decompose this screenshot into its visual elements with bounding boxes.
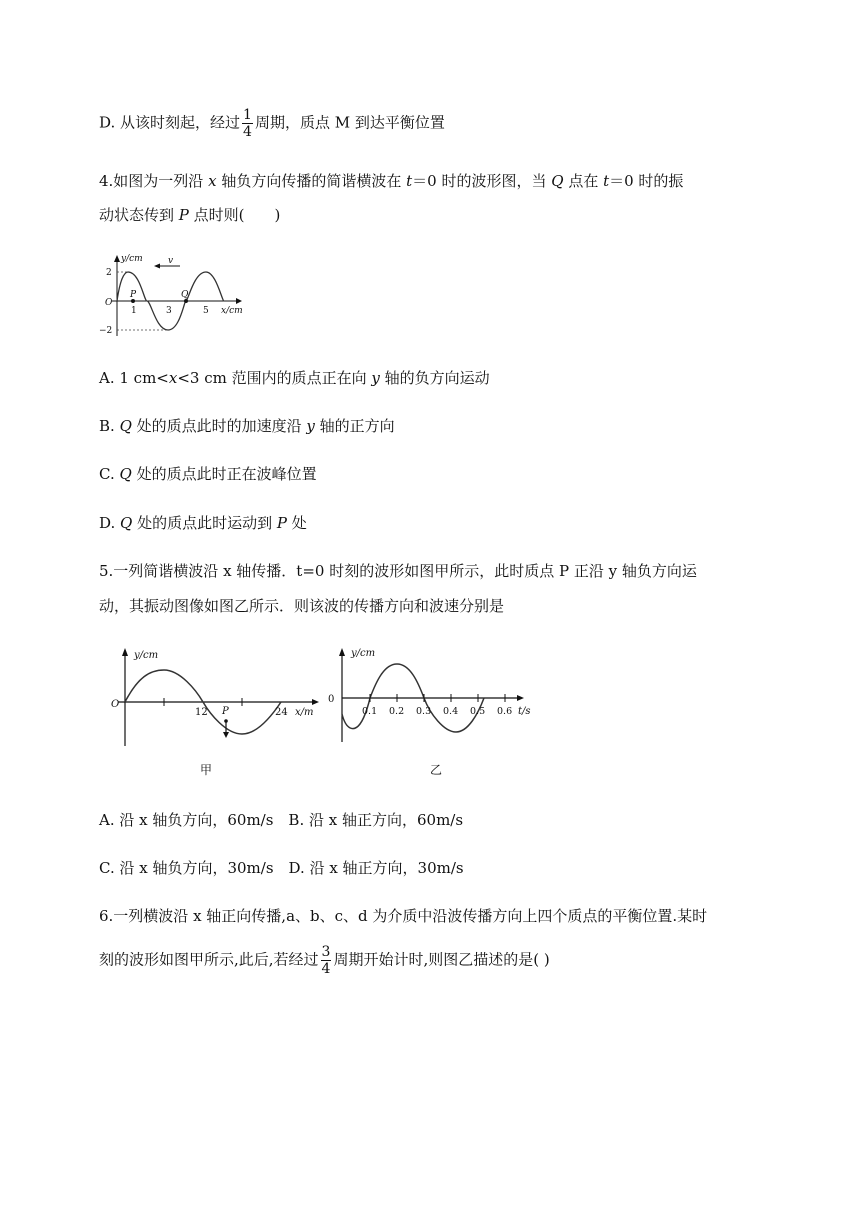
jia-xlabel: x/m (295, 707, 314, 718)
q4-origin: O (105, 298, 113, 308)
q4-ytick-2: 2 (106, 268, 112, 278)
q6-stem-line1: 6.一列横波沿 x 轴正向传播,a、b、c、d 为介质中沿波传播方向上四个质点的平衡位置.某时 (99, 907, 708, 925)
fraction-three-quarters: $\frac{3}{4}$ (321, 944, 331, 977)
yi-xlabel: t/s (518, 706, 531, 717)
q4-xlabel: x/cm (221, 306, 243, 316)
yi-ticklabel-04: 0.4 (443, 706, 459, 717)
fraction-one-quarter: $\frac{1}{4}$ (243, 107, 252, 140)
q5-stem-line2: 动，其振动图像如图乙所示．则该波的传播方向和波速分别是 (99, 597, 505, 615)
q4-ylabel: y/cm (121, 254, 143, 264)
q6-stem-line2: 刻的波形如图甲所示,此后,若经过 $\frac{3}{4}$ 周期开始计时,则图乙描述的是( ) (99, 944, 550, 977)
q4-option-c: C. Q 处的质点此时正在波峰位置 (99, 465, 317, 483)
yi-ticklabel-05: 0.5 (470, 706, 486, 717)
yi-origin: 0 (328, 694, 335, 705)
q4-stem-line2: 动状态传到 P 点时则( ) (99, 206, 281, 224)
q3-d-prefix: D. 从该时刻起，经过 (99, 113, 241, 132)
q5-stem-line1: 5.一列简谐横波沿 x 轴传播．t=0 时刻的波形如图甲所示，此时质点 P 正沿 y 轴负方向运 (99, 562, 697, 580)
jia-xtick-12: 12 (195, 707, 208, 718)
yi-ticklabel-01: 0.1 (362, 706, 378, 717)
q4-option-d: D. Q 处的质点此时运动到 P 处 (99, 514, 307, 532)
q4-xtick-1: 1 (131, 306, 137, 316)
yi-x-arrow (517, 695, 524, 701)
jia-p-arrowhead (223, 732, 229, 738)
q5-figure-jia (108, 642, 328, 782)
q4-x-arrow (236, 298, 242, 304)
q3-d-suffix: 周期，质点 M 到达平衡位置 (254, 113, 445, 132)
q4-xtick-3: 3 (166, 306, 172, 316)
jia-ylabel: y/cm (134, 650, 159, 661)
q4-stem-line1: 4.如图为一列沿 x 轴负方向传播的简谐横波在 t＝0 时的波形图，当 Q 点在 t＝0 时的振 (99, 172, 684, 190)
jia-point-p (224, 719, 228, 723)
q4-y-arrow (114, 255, 120, 262)
jia-label-p: P (222, 706, 229, 717)
jia-caption: 甲 (200, 763, 213, 777)
q4-option-a: A. 1 cm<x<3 cm 范围内的质点正在向 y 轴的负方向运动 (99, 369, 490, 387)
jia-origin: O (111, 699, 120, 710)
q4-label-q: Q (181, 290, 189, 300)
yi-ylabel: y/cm (351, 648, 376, 659)
jia-y-arrow (122, 648, 128, 656)
q4-wave-figure (96, 250, 256, 342)
yi-ticklabel-06: 0.6 (497, 706, 513, 717)
yi-caption: 乙 (430, 763, 443, 777)
q4-velocity-arrowhead (154, 264, 160, 269)
yi-ticklabel-02: 0.2 (389, 706, 405, 717)
q4-xtick-5: 5 (203, 306, 209, 316)
jia-xtick-24: 24 (275, 707, 288, 718)
q4-label-p: P (130, 290, 137, 300)
q4-option-b: B. Q 处的质点此时的加速度沿 y 轴的正方向 (99, 417, 395, 435)
jia-x-arrow (312, 699, 319, 705)
q3-option-d (99, 107, 445, 140)
yi-y-arrow (339, 648, 345, 656)
q5-figure-yi (320, 642, 540, 782)
yi-ticklabel-03: 0.3 (416, 706, 432, 717)
q4-ytick-neg2: −2 (99, 326, 113, 336)
q4-velocity-label: v (168, 256, 174, 266)
q5-options-ab: A. 沿 x 轴负方向，60m/s B. 沿 x 轴正方向，60m/s (99, 811, 464, 829)
q5-options-cd: C. 沿 x 轴负方向，30m/s D. 沿 x 轴正方向，30m/s (99, 859, 464, 877)
